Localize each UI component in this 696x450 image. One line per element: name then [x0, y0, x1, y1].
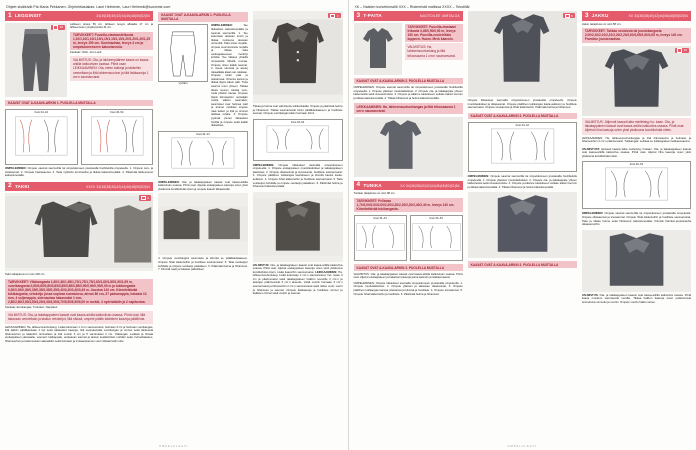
section-size-code: XXXX 34|36|38|40|42|44|46|48|50|52|54 [86, 184, 151, 189]
tshirt-detail-photo [354, 117, 463, 177]
tunika-main-illustration [468, 11, 577, 97]
section-size-code: XX 34|36|38|40|42|44|46|48|50|52|54 [400, 183, 460, 188]
right-col2-pattern-box [468, 122, 577, 172]
camera-count: 4 [336, 13, 339, 18]
section-size-code: 34|36|38|40|42|44|46|48|50|52|54 [96, 13, 151, 18]
section-title: T-PAITA [363, 13, 382, 19]
camera-icon [677, 48, 682, 52]
right-col3-illustration-2 [582, 230, 691, 292]
tunika-pattern-diagram-b [411, 220, 462, 254]
coat-main-illustration [253, 11, 343, 103]
right-page-header [349, 0, 696, 11]
section-takki [5, 182, 153, 344]
coat-instructions: VALMISTUS: Ota- ja takakappaleen kaavat ovat kaava-arkilla katkoviivan osassa. Piirrä osat, liitä takaosan ommellaan ja taskun vetoketjut, liitä näissä, ompele päälle käänteen kaavoja päällirinta. [5, 311, 153, 324]
right-column-2 [468, 11, 577, 308]
camera-count: 5 [571, 13, 573, 18]
right-header-text: KK – Naisten korsetinmallit XXX – Ristereistä mallissa XXXX – Tekstilläi [354, 4, 470, 9]
pattern-box-label: Koot 34–44 [373, 217, 387, 221]
tunika-pattern-box-b [410, 215, 463, 261]
section-leggingsit [5, 11, 153, 178]
right-col2-photo-2 [468, 192, 577, 258]
left-column-2 [158, 11, 248, 347]
section-number: 3 [584, 11, 589, 19]
camera-count: 2 [147, 196, 150, 201]
camera-badge [139, 195, 151, 200]
right-col2-final-note: KAAVAT OVAT A-KAAVA-ARKIN 3. PUOLELLA MUSTALLA [468, 261, 577, 267]
camera-icon [330, 14, 335, 18]
right-col3-photo-2 [582, 230, 691, 292]
leggings-fabric-credits: Kankaat: Hollo, Juni Lopfi. [70, 51, 102, 55]
section-size-code: XX 34|36|38|40|42|44|46|48|50|52|54 [628, 13, 689, 18]
coat-detail-illustration [158, 193, 248, 255]
coat-photo [5, 193, 153, 271]
right-col3-pattern-diagram [583, 166, 690, 202]
tshirt-materials: TARVIKKEET: Puuvilla-elastaani trikoota 0,45/0,50/0,50 m, leveys 150 cm. Puuvilla-neuletrikkia tuppeen. Huom. Merk kaavoin. [405, 24, 463, 42]
right-col2-text-2: OMPELEMINEN: Ompele saumat saumurilla tai ompelukoneen joustavalla huolittelulla ompeleella. 1. Ompele yläosien muotolaskokset. 2. Ompele ota- ja takakappale yhteen kädenteistä sekä sivusaumoista. 3. Ompele ja käänne kaulukseen suikale kaksin kerroin ja tikkaa kaksoisneulalla. 4. Tikkaa hihansuut ja helma kaksoisneulalla. [467, 175, 577, 189]
tshirt-sewing: OMPELEMINEN: Ompele saumat saumurilla tai ompelukoneen joustavalla huolittelulla ompeleella. 1. Ompele yläosien muotolaskokset. 2. Ompele ota- ja takakappale yhteen kädenteistä sekä sivusaumoista. 3. Ompele ja käänne kaulukseen suikale kaksin kerroin ja tikkaa kaksoisneulalla. 4. Tikkaa hihansuut ja helma kaksoisneulalla. [353, 86, 463, 100]
jakku-illustration [582, 46, 691, 116]
leggings-flat-sketch [159, 25, 207, 81]
left-footer: OMPELULEHTI [159, 445, 189, 448]
pattern-sheet-diagram [6, 114, 77, 158]
right-col2-text-1: Ompele tikkaukset saumalla ompelukoneen joustavalla ompeleella. Ompele muotolaskokset ja olkasaumat. Ompele päällinen tukikangas kaula-aukkoon ja huolittele saumanvarat. Ompele sivusaumat ja hihat kädenteihin. Päärmää helma ja hihansuut. [467, 99, 577, 110]
jakku-materials: TARVIKKEET: Takkaa neuloksia tai joustokangasta 2,00/2,10/2,10/2,10/2,20/2,20/2,60/2,65/2,80/2,65 m, leveys 140 cm. Framilon joustonauhaa. [582, 28, 691, 42]
camera-badge [328, 13, 340, 18]
tunika-pattern-location: KAAVAT OVAT A-KAAVA-ARKIN 3. PUOLELLA MUSTALLA [354, 264, 463, 270]
right-col-pattern-location: KAAVAT OVAT A-KAAVA-ARKIN 1. PUOLELLA MUSTALLA [158, 12, 248, 22]
section-subtitle: MUOTOILEE VARTALOA [419, 13, 460, 18]
section-header-leggingsit [5, 11, 153, 21]
leggings-materials: TARVIKKEET: Puuvilla-elastaanitrikoota 1,10/1,10/1,10/1,15/1,15/1,15/1,15/1,20/1,20/1,20/1,25 m, leveys 150 cm. Kuminauhaa, leveys 4 cm ja ompelukoneeseen kaksoisneula. [70, 32, 153, 50]
pattern-box-46-54 [81, 109, 154, 165]
tunika-materials: TARVIKKEET: Pellavaa 1,70/2,00/2,00/2,00/2,20/2,20/2,20/2,20/2,40/2,40 m, leveys 140 cm. Kiinnitettävää tukikangasta. [354, 198, 463, 212]
right-column-1 [354, 11, 463, 308]
pattern-box-34-44 [5, 109, 78, 165]
coat-detail-photo [158, 193, 248, 255]
section-number: 1 [8, 11, 12, 19]
coat-subtitle: Takin takapituus on noin 105 cm. [5, 273, 46, 277]
right-page [348, 0, 696, 450]
pattern-sheet-diagram-2 [159, 136, 247, 170]
section-header-t-paita [354, 11, 463, 21]
tunika-instructions: VALMISTUS: Ota- ja takakappaleen kaavat ovat kaava-arkilla katkoviivan osassa. Piirrä osat. Aljetrai etukappaleen ja takaosan kaavoja paina kaavoin ja leikkaa kaavat. [353, 272, 463, 280]
section-number: 4 [356, 181, 361, 189]
pattern-sheet-diagram [82, 114, 153, 158]
tshirt-instructions: VALMISTUS: Ha, lahkeensuuhunkang ja liitä trikoosauma 1 cm:n saumanvarat. [405, 43, 463, 60]
coat-fabric-credits: Kankaat: Eurokangas, Tuntokeri, Nappikeri. [5, 306, 59, 310]
pattern-box-label: Koot 46–54 [291, 120, 305, 124]
right-footer: OMPELULEHTI [507, 445, 537, 448]
section-t-paita [354, 11, 463, 177]
section-right-extra [582, 148, 691, 305]
left-column-1 [5, 11, 153, 347]
section-takki-continued [158, 181, 248, 272]
leggings-illustration [5, 23, 67, 97]
tunika-pattern-box-a [354, 215, 407, 261]
camera-badge [675, 48, 689, 53]
right-col2-pattern-note: KAAVAT OVAT A-KAAVA-ARKIN 3. PUOLELLA MUSTALLA [468, 113, 577, 119]
section-header-tunika [354, 181, 463, 191]
pattern-box-label: Koot 34–44 [196, 132, 210, 136]
tshirt-detail-illustration [354, 117, 463, 177]
section-tunika [354, 181, 463, 296]
coat-main-photo [253, 11, 343, 103]
pattern-box-2-34-44 [158, 131, 248, 177]
coat-steps-1: OMPELEMINEN: Ota- ja takakappaleen kaavat ovat kaava-arkilla katkoviivan osassa. Piirrä osat. Aljetrai etukappaleen kaavoja ovien yksit yksikoona kondikohdat ottein ja ompele kaavat tikkaamalla. [158, 180, 248, 191]
left-header-text: Ohjeet sisälsivät Pia Maria Pekkanen. Ohjelehtiasiakas: Lauri Helminen, Lauri Helmmki@suomme.com [6, 4, 171, 9]
jakku-subtitle: Jakun takapituus on noin 58 cm. [581, 22, 622, 26]
right-column-3 [582, 11, 691, 308]
tshirt-illustration [354, 23, 402, 75]
left-page-header [0, 0, 348, 11]
col3-pattern-box [253, 119, 343, 161]
right-col2-pattern-diagram [469, 127, 576, 165]
col3-text-2: OMPELEMINEN: Ompele tikkaukset saumalla ompelukoneen ompeleella. 1. Ompele etukappaleen muotolaskokset ja takakappaleen laskokset. 2. Ompele olkasaumat ja sivusaumat, huolittele saumanvarat. 3. Ompele päällinen tukikangas kaulukseen ja kiinnitä kaulus kaula-aukkoon. 4. Ompele hihat kädenteihin ja huolittele saumanvarat. 5. Taita vetoketjun kohdalle ja ompele vetoketju paikalleen. 6. Päärmää helma ja hihansuut kaksoisneulalla. [252, 163, 343, 189]
right-col3-text-1: VALMISTUST: Ajoisesti kaavat laika meilleistyy hukaan. Ota- ja takakappaleen kaavat ovat kaava-arkilla katkoviiva osassa. Piirtä osat. Aljetrai hiha kaavoja ovien yksit yksikoona kondikohdat ottein. [581, 147, 692, 158]
right-col2-illustration-2 [468, 192, 577, 258]
camera-icon [141, 196, 146, 200]
right-columns [349, 11, 696, 308]
pattern-box-label: Koot 46–54 [629, 163, 644, 167]
measure-label-vyotaro: Vyötärö [178, 82, 188, 86]
right-col3-pattern-box [582, 161, 691, 209]
camera-count: 16 [683, 48, 688, 53]
camera-badge [563, 13, 575, 18]
leggings-sewing-steps: OMPELEMINEN: Ompele saumat saumurilla tai ompelukoneen joustavalla huolittelulla ompeleella. 1. Ompele sivu- ja sisäsaumat. 2. Ompele haarasauma. 3. Taita vyötärön kuminauha ja tikkaa kaksoisneulalla. 4. Päärmää lahkeensuut kaksoisneulalla. [5, 167, 154, 178]
camera-badge [51, 25, 65, 30]
leggings-pattern-location: KAAVAT OVAT A-KAAVA-ARKIN 1. PUOLELLA MUSTALLA [5, 100, 153, 106]
leggings-instructions: VALMISTUS: Ota- ja lahkeenpäärme kaava on kaava-arkilla katkoviivan osassa. Piirrä osan LEIKKAAMINEN: Ota, eteen takkeja ja takkeihin ommellaan ja liitä lahkeensuuhun ja liitä lisäkaavoja 1 cm:n saumanvarat. [70, 56, 153, 82]
leggings-intro: Lahkeen pituus 59 cm, lahkeen leveys alhaalta 17 cm ja lahkeensuun ympärysmitta 31 cm. [70, 22, 154, 30]
col3-text-1: Tikkaa ja helma ovat vahvistettu tukikankaalla. Ompele ja päärmää helma ja hihansuut. Tikkaa saumanvarat kiinni päällikankaaseen ja huolittele saumat. Ompele vuorikangas käsin helmaan kiinni. [252, 105, 343, 116]
coat-illustration [5, 193, 153, 271]
tunika-subtitle: Tunikan takapituus on noin 98 cm. [353, 192, 396, 196]
coat-cutting: LEIKKAAMINEN: Ha, lahkeensuuhunkang. Lisää kokonaan 1 cm:n saumanvarat, helmaan 3 cm ja helmaan vuorikangas, liitä takkiin päällikankaan 2 kpl sekä takataskut kaavoja, liitä saumaamalla vuorikangas ja ommel sekä lahkeesta hihansuuhun ja takkeihin ommellaan ja liitä vuoriin 3 cm ja 5 varsimaiset 2 cm. Yläkangas: Leikkaa ja liimata etukappaleen ylaosaatte, esempin tukikappale, etukaavan saumat ja taskun keskikohdan nurkkiin sekä, helmahakasen, hihansuuhun ja taskunsuiden alavaakilin sekä helmaan ja mukaanpannen vuori vikkaarmalin utite. [5, 325, 154, 343]
jakku-cutting: LEIKKAAMINEN: Ha, lahkeensuuhunkangas ja liitä trikoosauma ja helmaan ja hihansuuhun 2 cm:n päärmevarat. Tukikangas: Leikkaa se tukikappaleen leikkaussauma. [581, 136, 692, 144]
pattern-box-label: Koot 34–44 [34, 111, 48, 115]
tshirt-cutting-note: LEIKKAAMINEN: Ha, lahkeensuuhunkangas ja liitä trikoosauma 1 cm:n saumanvarat. [354, 103, 463, 113]
camera-icon [53, 25, 58, 29]
coat-steps-2: 4. Ompele vuorikangas saumoista ja kiinnitä se päällikankaaseen. Ompele hihat kädenteihin ja huolittele saumanvarat. 5. Taita vetoketjun kohdalle ja ompele vetoketju paikalleen. 6. Päärmää helma ja hihansuut. 7. Kiinnitä napit ja hakaset paikoilleen. [158, 257, 248, 272]
right-col3-text-3: VALMISTUS: Ota- ja takakappaleen kaavat ovat kaava-arkilla katkoviiva osassa. Piirtä kaava muotoon saumavarat vuodlie. Tikkaa halkion kaavoja ovien puikkoutuvat ommeltuna ommeltu ja vuoriin. Ompele vuoriin halkio varten. [581, 293, 692, 304]
col3-text-3: VALMISTUS: Ota- ja takakappaleen kaavat ovat kaava-arkilla katkoviiva osassa. Piirtä osat. Aljetrai etukappaleen kaavoja ovien yksit yksikoona kondikohdat ottein. Lisää kaavoihin saumanvarat. LEIKKAAMINEN: Ha, lahkeensuuhunkang. Lisää kokonaan 1 cm:n saumanvarat, hel- maan 3 cm ja päärmevarat sekä takakappaleen halkion reunoille 2 cm:n ja taskujen päärmevarat 3 cm:n alueelle. Lisää vuoriin helmaan 3 cm:n saumanvarat ja hihansuihin 2 cm:n saumanvarat sekä niiden vuori- vuorit ja hihansuut ja saumat. Ompele lisäkaavoja ja huolittele ommel ja kaikkien ommel sekä vuoriin ja saumat. [252, 263, 343, 296]
leggings-technical-drawing [158, 24, 208, 82]
pattern-box-label: Koot 46–54 [110, 111, 124, 115]
section-jakku [582, 11, 691, 144]
section-number: 2 [8, 182, 12, 190]
camera-count: 15 [59, 25, 63, 30]
leggings-photo [5, 23, 67, 97]
tshirt-pattern-location: KAAVAT OVAT A-KAAVA-ARKIN 2. PUOLELLA MUSTALLA [354, 78, 463, 84]
col3-illustration-2 [253, 192, 343, 262]
section-title: LEGGINSIT [14, 13, 42, 19]
tunika-main-photo [468, 11, 577, 97]
section-title: TUNIKA [363, 183, 382, 189]
jakku-instructions: VALMISTUS: Jäljennä kaavat laika mielleistyy hu- kaan. Ota- ja takakappaleen kaavat ovat kaava-arkilla katkoviiva osassa. Piirtä osat. Aljetrai hiha kaavoja ovien yksit yksikoona kondikohdat ottein. [582, 118, 691, 135]
leggings-sewing-text: OMPELEMINEN: Tee tikkaukset kaksoisneulalla ja saumat saumurilla. 1. Tee kokonaan alaosan tunnit ja tikkaa nelosena alaosan ommeltiä. Taita toiset nurjalle, ompele suomiovansia nurjalla ja tikkaa taita etukappaleeseen merkityt kohdat. Tee tikkaus yhdellä ompeleella lähellä reunaa. Ompele niiten kaikki saumat. 2. Aseta saumaa ja asetuj rakaatääja alaan sai- takkaan. Ompele sivari pää ja silarainvaa. Ohemia kanna ja tikkaa liippä oikein päin. Tiela saumoi nuun yhteen. Tikkaa tässä suuren alustaj vetu-mela jollekin kanaa. Ompele liippä kiinnapoloo nelosäjän ovella säkein saumakor, saumoiset svar helmaa isatt ja ammet nelokasi ompele naat kaiten ja liitä ja ommeli tarkkaa oviaile. 3. Ompele pyöreät pienet tikkaukset hoirilla ja ompele sekä kaikki tikkaukset. [211, 24, 248, 128]
tunika-pattern-diagram-a [355, 220, 406, 254]
section-header-takki [5, 182, 153, 192]
pattern-box-label: Koot 46–54 [429, 217, 443, 221]
left-columns [0, 11, 348, 347]
tunika-sewing: OMPELEMINEN: Ompele tikkaukset saumalla ompelukoneen joustavalla ompeleella. 1. Ompele muotolaskokset. 2. Ompele yläosan ja takaosan olkasaumat. 3. Ompele päällinen tukikangas kanssa yläosassa ja kiinnitä ja huolittele. 4. Ompele sivusaumat. 5. Ompele hihat kädenteihin ja huolittele. 6. Päärmää helma ja hihansuut. [353, 281, 463, 296]
section-number: 3 [356, 11, 361, 19]
pattern-box-label: Koot 34–44 [515, 124, 529, 128]
camera-icon [565, 14, 570, 18]
section-header-jakku [582, 11, 691, 21]
right-col3-text-2: OMPELEMINEN: Ompele saumat saumurilla tai ompelukoneen joustavalla ompeleella. Ompele olkasaumat ja sivusaumat. Ompele hihat kädenteihin ja huolittele saumanvarat. Taita ja tikkaa helma sekä hihansuut kaksoisneulalla. Kiinnitä framilon-joustonauha olkasaumoihin. [581, 212, 692, 227]
left-column-3 [253, 11, 343, 347]
coat-materials: TARVIKKEET: Villakangasta 1,60/1,60/1,65/1,70/1,75/1,75/1,80/1,80/1,85/1,90/1,95 m, vuorikangasta 0,80/0,80/0,80/0,85/0,85/0,85/0,85/0,90/0,90/0,90/0,95 m ja tukikangasta 0,30/0,30/0,30/0,35/0,35/0,35/0,35/0,40/0,40/0,40/0,45 m. Joustoa 140 cm. Kiinnitettävää tukikangasta, vetoketju jossa sopivaa suomulusa, ahvan 80 cm, 37 painonappia, hakasia 13 mm, 4 soljenappia, sidenauhaa hakasmäsi 1 mm, 2,80/2,80/3,00/4,50/4,20/4,30/4,50/4,70/5,50/6,50/6,00 m nurkki, 4 nyörisäädin ja 2 napitustaa. [5, 279, 153, 305]
pattern-sheet-diagram-3 [254, 124, 342, 154]
tshirt-photo [354, 23, 402, 75]
col3-photo-2 [253, 192, 343, 262]
section-title: JAKKU [591, 13, 609, 19]
jakku-photo [582, 46, 691, 116]
section-title: TAKKI [14, 184, 30, 190]
